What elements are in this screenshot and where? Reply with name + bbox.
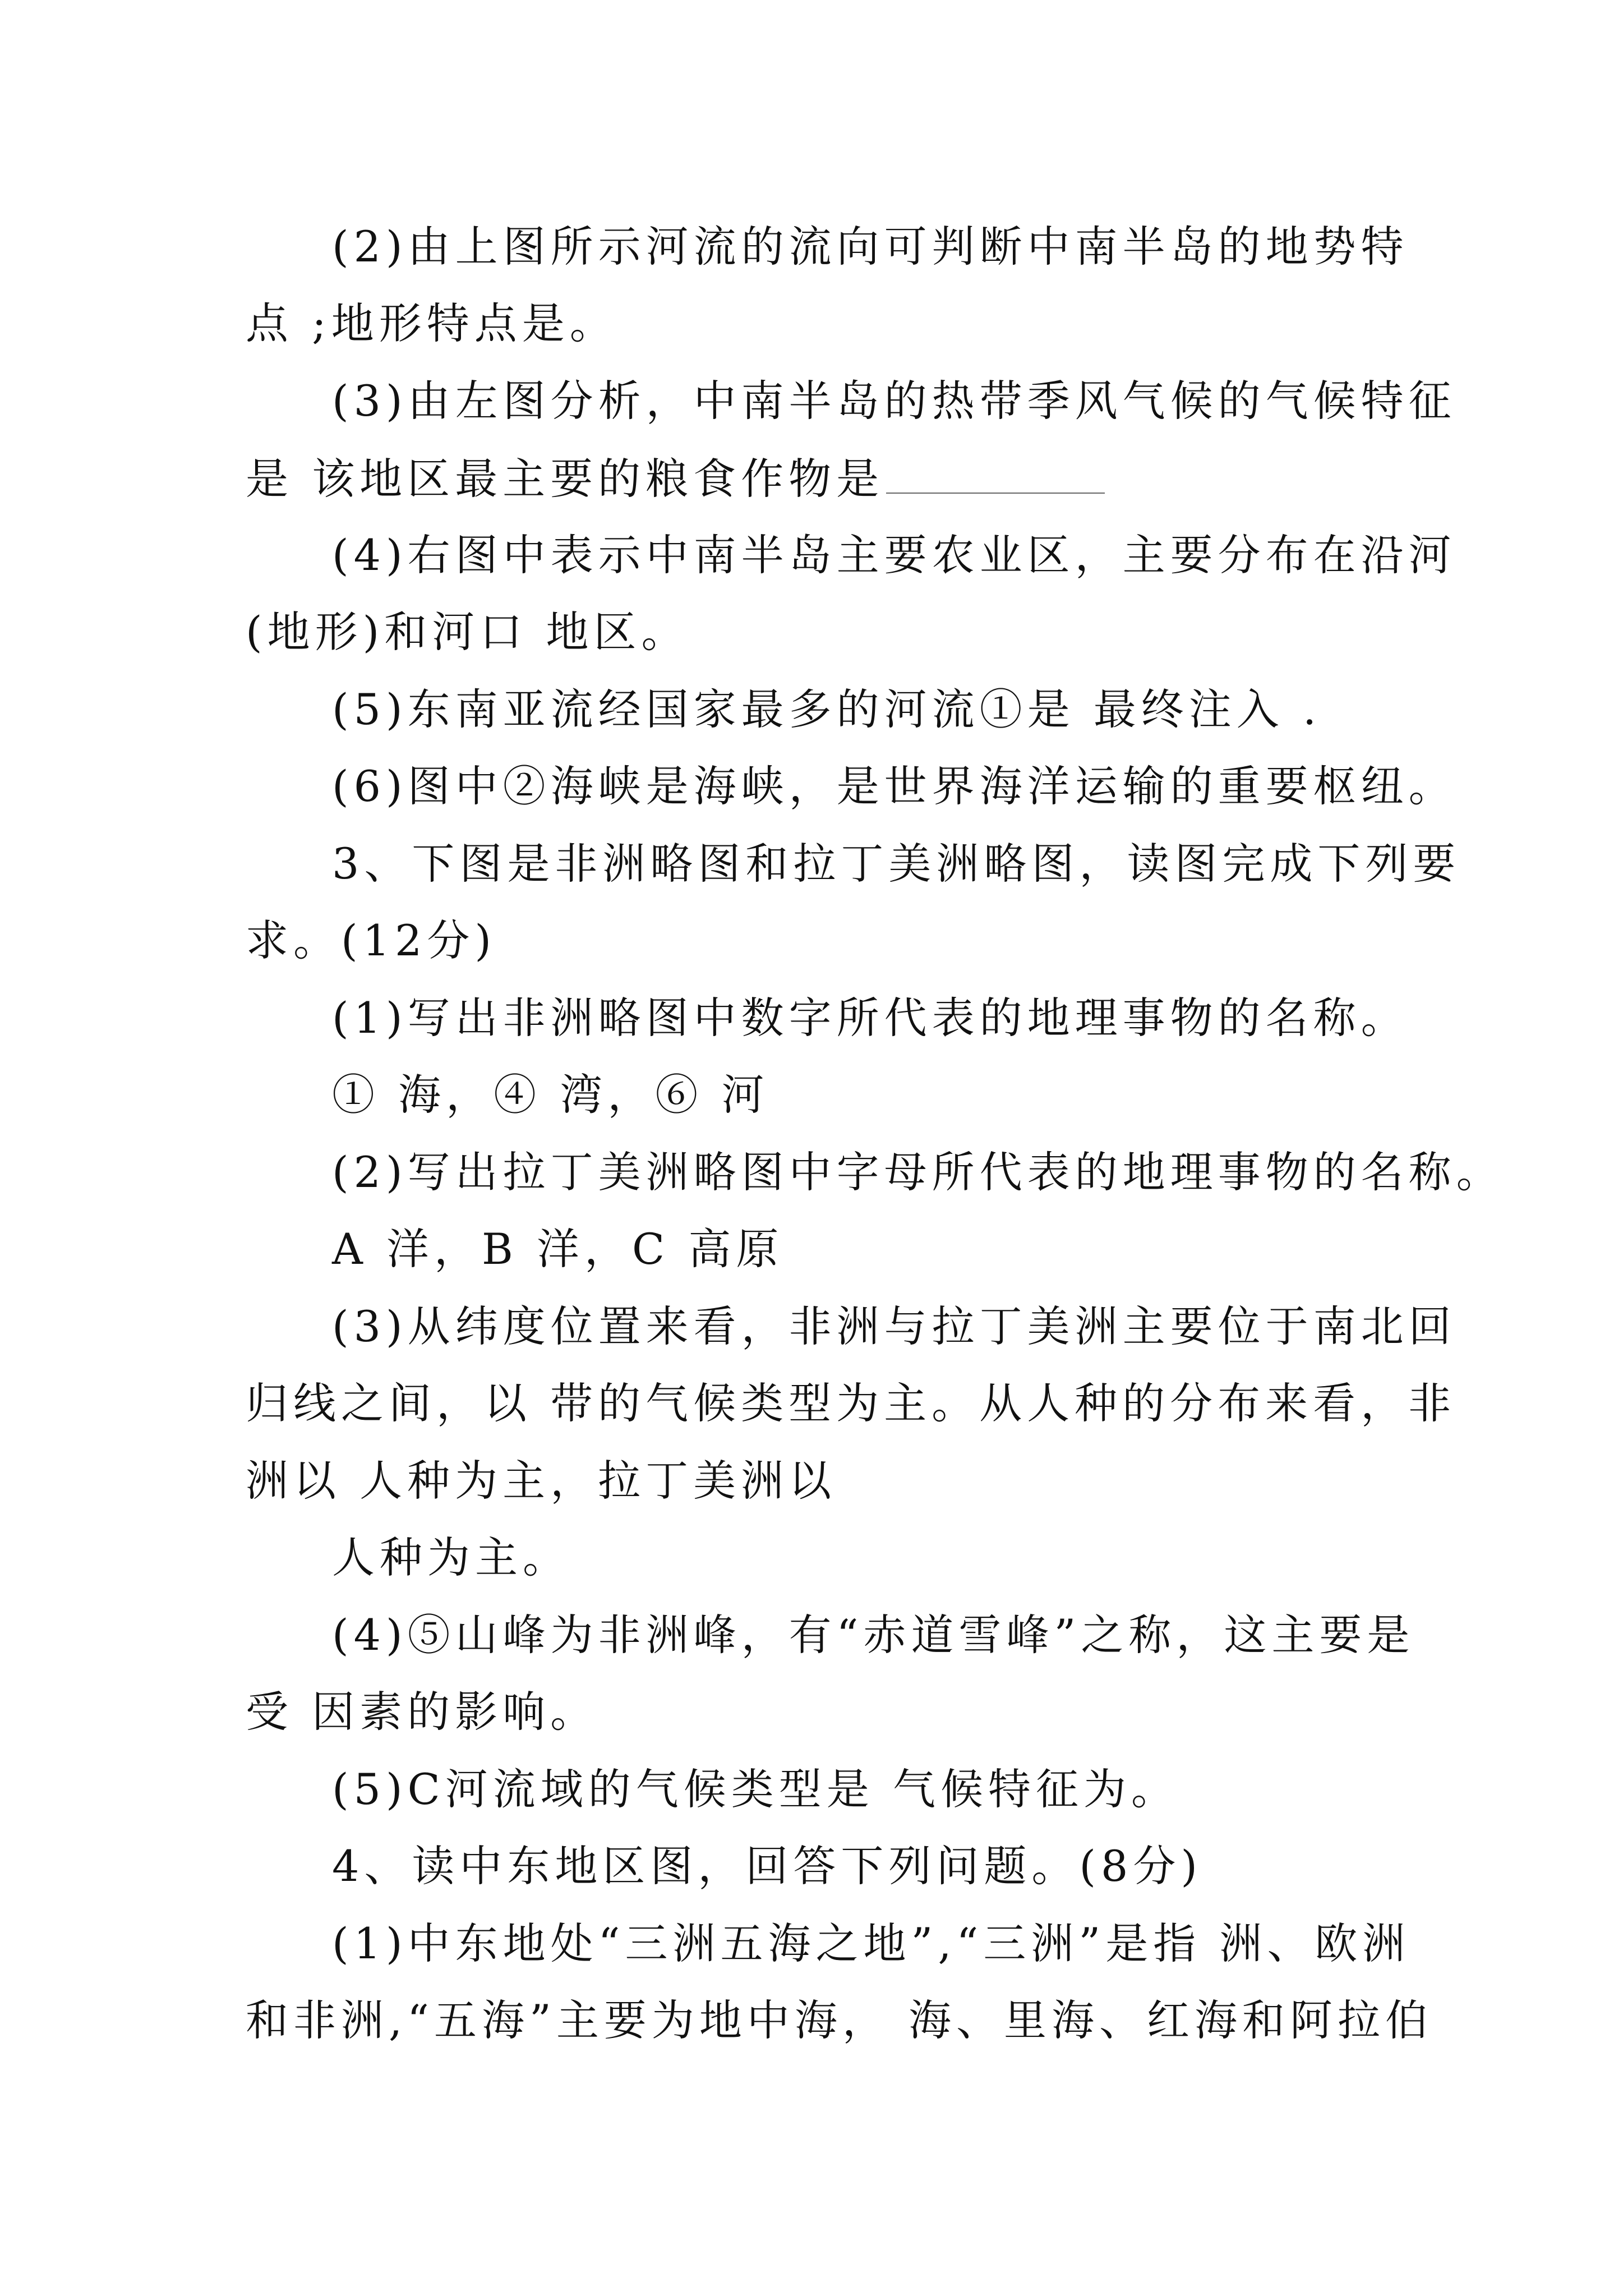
text-line-q2-4: (4)右图中表示中南半岛主要农业区，主要分布在沿河 <box>332 530 1456 580</box>
text-line-q3-1: (1)写出非洲略图中数字所代表的地理事物的名称。 <box>332 993 1409 1043</box>
text-line-q2-2-cont: 点 ;地形特点是。 <box>246 298 617 348</box>
text-line-q2-6: (6)图中②海峡是海峡，是世界海洋运输的重要枢纽。 <box>332 761 1456 811</box>
text-line-q3-3-cont2: 洲以 人种为主，拉丁美洲以 <box>246 1456 837 1506</box>
text-line-q3-1-answer: ① 海，④ 湾，⑥ 河 <box>332 1070 769 1120</box>
text-line-q3-heading-cont: 求。(12分) <box>246 915 497 965</box>
text-line-q3-heading: 3、下图是非洲略图和拉丁美洲略图，读图完成下列要 <box>332 839 1461 889</box>
text-line-q3-4: (4)⑤山峰为非洲峰，有“赤道雪峰”之称，这主要是 <box>332 1610 1415 1660</box>
text-line-q3-2-answer: A 洋，B 洋，C 高原 <box>332 1224 784 1274</box>
text-line-q2-3-cont-text: 是 该地区最主要的粮食作物是 <box>246 454 884 504</box>
text-line-q4-1: (1)中东地处“三洲五海之地”,“三洲”是指 洲、欧洲 <box>332 1918 1410 1968</box>
answer-blank <box>886 450 1105 494</box>
text-line-q3-3: (3)从纬度位置来看，非洲与拉丁美洲主要位于南北回 <box>332 1301 1456 1351</box>
text-line-q2-3-cont <box>246 450 1105 507</box>
text-line-q3-3-cont1: 归线之间，以 带的气候类型为主。从人种的分布来看，非 <box>246 1378 1456 1428</box>
text-line-q2-5: (5)东南亚流经国家最多的河流①是 最终注入 . <box>332 684 1322 734</box>
text-line-q2-2: (2)由上图所示河流的流向可判断中南半岛的地势特 <box>332 222 1409 272</box>
text-line-q3-2: (2)写出拉丁美洲略图中字母所代表的地理事物的名称。 <box>332 1147 1504 1197</box>
text-line-q3-4-cont: 受 因素的影响。 <box>246 1687 598 1737</box>
text-line-q2-3: (3)由左图分析，中南半岛的热带季风气候的气候特征 <box>332 376 1456 426</box>
text-line-q2-4-cont: (地形)和河口 地区。 <box>246 607 689 657</box>
text-line-q3-5: (5)C河流域的气候类型是 气候特征为。 <box>332 1764 1179 1814</box>
text-line-q3-3-cont3: 人种为主。 <box>332 1533 570 1582</box>
text-line-q4-1-cont: 和非洲,“五海”主要为地中海， 海、里海、红海和阿拉伯 <box>246 1995 1433 2045</box>
text-line-q4-heading: 4、读中东地区图，回答下列问题。(8分) <box>332 1841 1203 1891</box>
